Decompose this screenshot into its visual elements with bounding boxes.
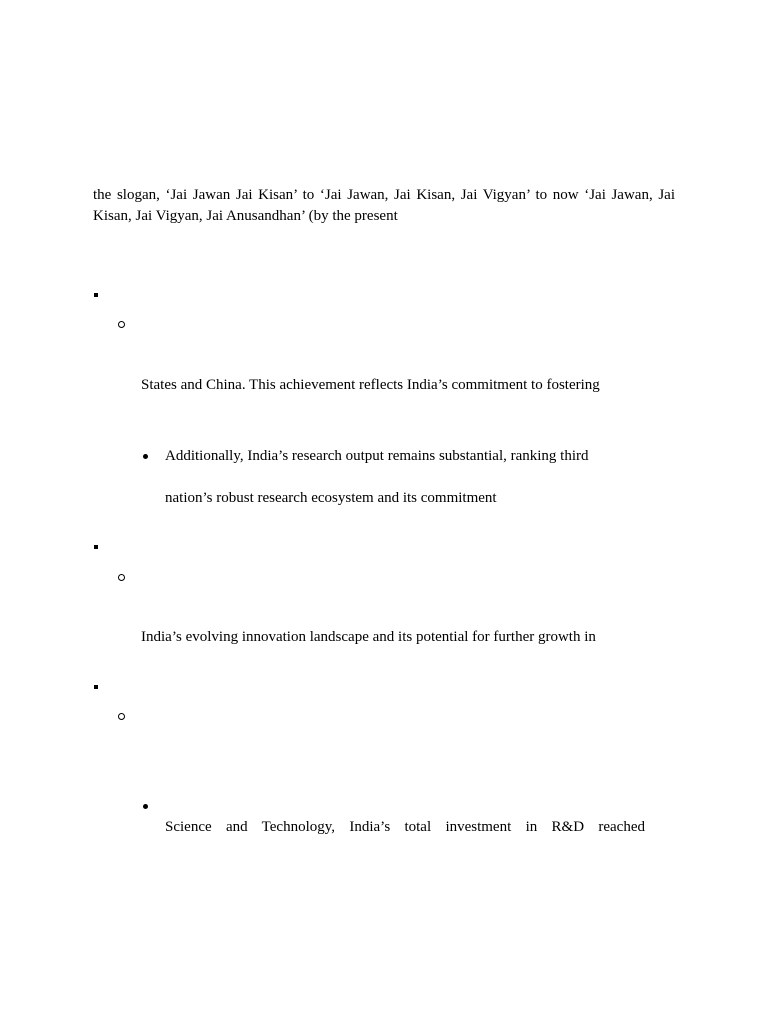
disc-bullet-marker: [143, 454, 148, 459]
bullet-text-line: Science and Technology, India’s total investment in R&D reached: [165, 819, 645, 835]
square-bullet-marker: [94, 545, 98, 549]
intro-paragraph: the slogan, ‘Jai Jawan Jai Kisan’ to ‘Jai Jawan, Jai Kisan, Jai Vigyan’ to now ‘Jai Jawan, Jai Kisan, Jai Vigyan, Jai Anusandhan’ (by the present: [93, 187, 675, 224]
circle-bullet-marker: [118, 574, 125, 581]
circle-bullet-marker: [118, 713, 125, 720]
square-bullet-marker: [94, 293, 98, 297]
body-text-line: States and China. This achievement reflects India’s commitment to fostering: [141, 377, 600, 393]
bullet-text-line: Additionally, India’s research output remains substantial, ranking third: [165, 448, 589, 464]
circle-bullet-marker: [118, 321, 125, 328]
bullet-text-line: nation’s robust research ecosystem and its commitment: [165, 490, 497, 506]
disc-bullet-marker: [143, 804, 148, 809]
body-text-line: India’s evolving innovation landscape and its potential for further growth in: [141, 629, 596, 645]
square-bullet-marker: [94, 685, 98, 689]
